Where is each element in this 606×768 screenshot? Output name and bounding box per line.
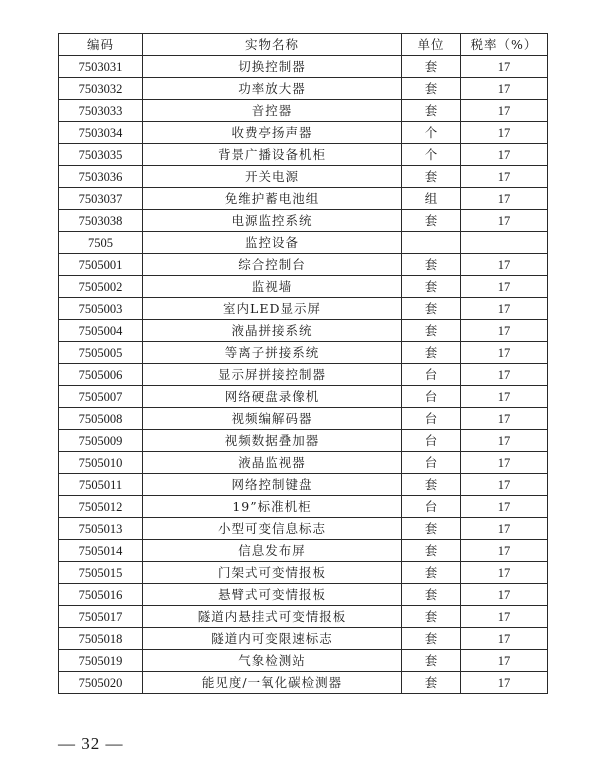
table-row xyxy=(59,584,548,606)
cell-rate: 17 xyxy=(461,166,548,188)
cell-code: 7505018 xyxy=(59,628,143,650)
cell-code: 7505011 xyxy=(59,474,143,496)
table-row xyxy=(59,606,548,628)
cell-unit: 台 xyxy=(402,430,461,452)
cell-code: 7505017 xyxy=(59,606,143,628)
table-row xyxy=(59,210,548,232)
cell-code: 7503036 xyxy=(59,166,143,188)
cell-rate: 17 xyxy=(461,408,548,430)
cell-rate xyxy=(461,232,548,254)
cell-code: 7505013 xyxy=(59,518,143,540)
cell-code: 7505020 xyxy=(59,672,143,694)
cell-unit: 套 xyxy=(402,78,461,100)
cell-name: 网络控制键盘 xyxy=(143,474,402,496)
table-row xyxy=(59,78,548,100)
cell-name: 切换控制器 xyxy=(143,56,402,78)
cell-code: 7505003 xyxy=(59,298,143,320)
cell-unit: 套 xyxy=(402,320,461,342)
cell-rate: 17 xyxy=(461,540,548,562)
cell-unit: 套 xyxy=(402,540,461,562)
cell-rate: 17 xyxy=(461,562,548,584)
cell-unit: 套 xyxy=(402,562,461,584)
cell-name: 隧道内可变限速标志 xyxy=(143,628,402,650)
cell-name: 隧道内悬挂式可变情报板 xyxy=(143,606,402,628)
cell-unit: 套 xyxy=(402,672,461,694)
cell-code: 7505014 xyxy=(59,540,143,562)
table-row xyxy=(59,452,548,474)
header-name: 实物名称 xyxy=(143,34,402,56)
cell-unit: 台 xyxy=(402,408,461,430)
cell-unit: 套 xyxy=(402,276,461,298)
cell-name: 网络硬盘录像机 xyxy=(143,386,402,408)
table-row xyxy=(59,100,548,122)
cell-code: 7505010 xyxy=(59,452,143,474)
cell-code: 7505019 xyxy=(59,650,143,672)
tax-rate-table-container xyxy=(58,33,547,694)
cell-rate: 17 xyxy=(461,606,548,628)
cell-name: 悬臂式可变情报板 xyxy=(143,584,402,606)
cell-unit: 套 xyxy=(402,254,461,276)
cell-name: 19”标准机柜 xyxy=(143,496,402,518)
cell-name: 监视墙 xyxy=(143,276,402,298)
cell-name: 收费亭扬声器 xyxy=(143,122,402,144)
cell-code: 7505009 xyxy=(59,430,143,452)
cell-name: 背景广播设备机柜 xyxy=(143,144,402,166)
cell-rate: 17 xyxy=(461,364,548,386)
cell-code: 7505016 xyxy=(59,584,143,606)
cell-rate: 17 xyxy=(461,342,548,364)
cell-name: 等离子拼接系统 xyxy=(143,342,402,364)
cell-rate: 17 xyxy=(461,210,548,232)
cell-name: 音控器 xyxy=(143,100,402,122)
table-row xyxy=(59,342,548,364)
cell-rate: 17 xyxy=(461,122,548,144)
table-row xyxy=(59,122,548,144)
cell-code: 7505006 xyxy=(59,364,143,386)
cell-name: 监控设备 xyxy=(143,232,402,254)
table-row xyxy=(59,474,548,496)
cell-rate: 17 xyxy=(461,628,548,650)
cell-unit: 套 xyxy=(402,606,461,628)
cell-rate: 17 xyxy=(461,78,548,100)
cell-name: 能见度/一氧化碳检测器 xyxy=(143,672,402,694)
cell-rate: 17 xyxy=(461,584,548,606)
cell-unit: 套 xyxy=(402,628,461,650)
table-row xyxy=(59,320,548,342)
cell-rate: 17 xyxy=(461,144,548,166)
cell-name: 气象检测站 xyxy=(143,650,402,672)
table-row xyxy=(59,628,548,650)
cell-rate: 17 xyxy=(461,386,548,408)
table-row xyxy=(59,386,548,408)
cell-unit: 套 xyxy=(402,584,461,606)
cell-unit: 套 xyxy=(402,166,461,188)
cell-rate: 17 xyxy=(461,474,548,496)
table-row xyxy=(59,672,548,694)
cell-code: 7505002 xyxy=(59,276,143,298)
table-row xyxy=(59,408,548,430)
cell-unit: 套 xyxy=(402,210,461,232)
cell-name: 电源监控系统 xyxy=(143,210,402,232)
cell-code: 7505015 xyxy=(59,562,143,584)
table-row xyxy=(59,144,548,166)
table-row xyxy=(59,56,548,78)
table-row xyxy=(59,298,548,320)
page-number: — 32 — xyxy=(58,734,124,753)
cell-rate: 17 xyxy=(461,320,548,342)
cell-code: 7505008 xyxy=(59,408,143,430)
cell-name: 信息发布屏 xyxy=(143,540,402,562)
cell-name: 小型可变信息标志 xyxy=(143,518,402,540)
cell-unit: 套 xyxy=(402,298,461,320)
cell-name: 免维护蓄电池组 xyxy=(143,188,402,210)
cell-unit: 台 xyxy=(402,364,461,386)
table-row xyxy=(59,232,548,254)
cell-name: 视频数据叠加器 xyxy=(143,430,402,452)
cell-unit: 个 xyxy=(402,122,461,144)
table-row xyxy=(59,650,548,672)
table-row xyxy=(59,540,548,562)
cell-code: 7503032 xyxy=(59,78,143,100)
table-row xyxy=(59,254,548,276)
cell-unit: 个 xyxy=(402,144,461,166)
cell-unit: 套 xyxy=(402,518,461,540)
cell-name: 门架式可变情报板 xyxy=(143,562,402,584)
cell-unit: 套 xyxy=(402,56,461,78)
cell-code: 7505001 xyxy=(59,254,143,276)
cell-rate: 17 xyxy=(461,518,548,540)
cell-name: 功率放大器 xyxy=(143,78,402,100)
cell-code: 7503033 xyxy=(59,100,143,122)
cell-code: 7503037 xyxy=(59,188,143,210)
cell-rate: 17 xyxy=(461,56,548,78)
cell-unit: 台 xyxy=(402,386,461,408)
cell-rate: 17 xyxy=(461,430,548,452)
cell-rate: 17 xyxy=(461,298,548,320)
cell-unit: 台 xyxy=(402,452,461,474)
table-row xyxy=(59,518,548,540)
cell-name: 视频编解码器 xyxy=(143,408,402,430)
table-row xyxy=(59,496,548,518)
table-row xyxy=(59,188,548,210)
table-row xyxy=(59,276,548,298)
cell-unit: 组 xyxy=(402,188,461,210)
cell-name: 液晶监视器 xyxy=(143,452,402,474)
cell-code: 7503034 xyxy=(59,122,143,144)
cell-rate: 17 xyxy=(461,496,548,518)
cell-unit xyxy=(402,232,461,254)
table-header-row xyxy=(59,34,548,56)
cell-rate: 17 xyxy=(461,452,548,474)
cell-name: 综合控制台 xyxy=(143,254,402,276)
cell-name: 液晶拼接系统 xyxy=(143,320,402,342)
cell-name: 开关电源 xyxy=(143,166,402,188)
table-row xyxy=(59,166,548,188)
table-row xyxy=(59,430,548,452)
cell-rate: 17 xyxy=(461,650,548,672)
table-row xyxy=(59,364,548,386)
cell-code: 7505 xyxy=(59,232,143,254)
table-row xyxy=(59,562,548,584)
cell-code: 7505004 xyxy=(59,320,143,342)
cell-rate: 17 xyxy=(461,276,548,298)
header-rate: 税率（%） xyxy=(461,34,548,56)
header-unit: 单位 xyxy=(402,34,461,56)
cell-code: 7505012 xyxy=(59,496,143,518)
cell-code: 7505005 xyxy=(59,342,143,364)
cell-name: 室内LED显示屏 xyxy=(143,298,402,320)
cell-unit: 套 xyxy=(402,100,461,122)
cell-rate: 17 xyxy=(461,188,548,210)
cell-rate: 17 xyxy=(461,672,548,694)
cell-unit: 台 xyxy=(402,496,461,518)
cell-rate: 17 xyxy=(461,100,548,122)
cell-code: 7505007 xyxy=(59,386,143,408)
cell-code: 7503031 xyxy=(59,56,143,78)
header-code: 编码 xyxy=(59,34,143,56)
cell-code: 7503038 xyxy=(59,210,143,232)
table-body xyxy=(59,56,548,694)
cell-unit: 套 xyxy=(402,474,461,496)
tax-rate-table xyxy=(58,33,548,694)
cell-code: 7503035 xyxy=(59,144,143,166)
cell-name: 显示屏拼接控制器 xyxy=(143,364,402,386)
cell-rate: 17 xyxy=(461,254,548,276)
cell-unit: 套 xyxy=(402,342,461,364)
cell-unit: 套 xyxy=(402,650,461,672)
